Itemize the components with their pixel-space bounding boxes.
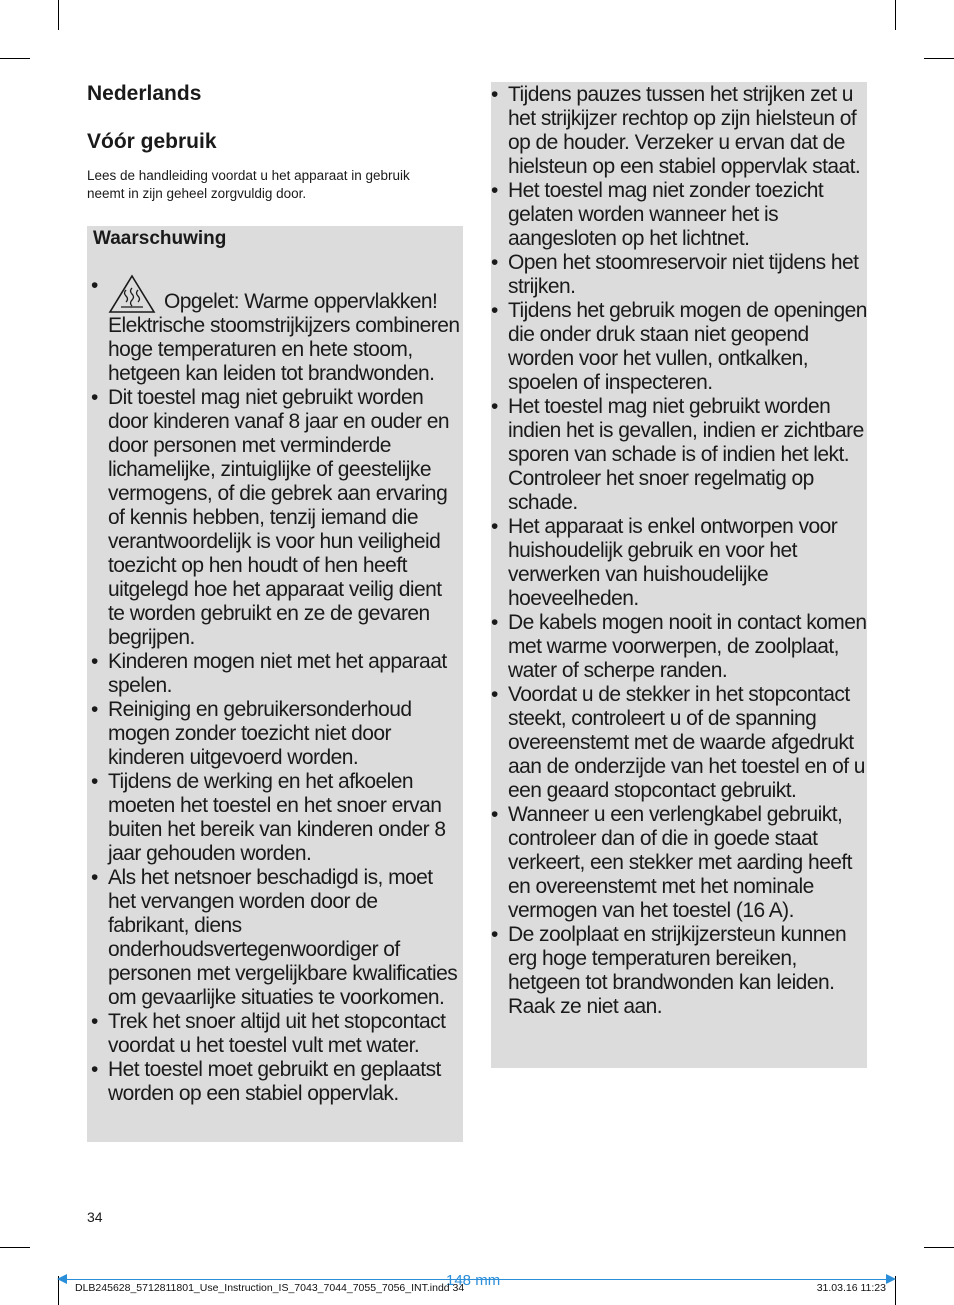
list-item: • Tijdens het gebruik mogen de openingen die onder druk staan niet geopend worden voor het vullen, ontkalken, spoelen of inspecteren. <box>491 299 867 395</box>
warning-title: Waarschuwing <box>93 228 227 249</box>
warning-list-left <box>91 274 463 1106</box>
print-timestamp: 31.03.16 11:23 <box>816 1282 886 1294</box>
crop-mark <box>58 0 59 30</box>
list-item: • Dit toestel mag niet gebruikt worden door kinderen vanaf 8 jaar en ouder en door personen met verminderde lichamelijke, zintuiglijke of geestelijke vermogens, of die gebrek aan ervaring of kennis hebben, tenzij iemand die verantwoordelijk is voor hun veiligheid toezicht op hen houdt of hen heeft uitgelegd hoe het apparaat veilig dient te worden gebruikt en ze de gevaren begrijpen. <box>91 386 463 650</box>
crop-mark <box>895 0 896 30</box>
list-item: • Tijdens de werking en het afkoelen moeten het toestel en het snoer ervan buiten het bereik van kinderen onder 8 jaar gehouden worden. <box>91 770 463 866</box>
hot-surface-warning-icon <box>108 274 156 314</box>
intro-paragraph: Lees de handleiding voordat u het apparaat in gebruik neemt in zijn geheel zorgvuldig door. <box>87 168 410 201</box>
list-item: • Het toestel mag niet gebruikt worden indien het is gevallen, indien er zichtbare sporen van schade is of indien het lekt. Controleer het snoer regelmatig op schade. <box>491 395 867 515</box>
file-slug: DLB245628_5712811801_Use_Instruction_IS_7043_7044_7055_7056_INT.indd 34 <box>75 1282 465 1294</box>
list-item: • Het toestel moet gebruikt en geplaatst worden op een stabiel oppervlak. <box>91 1058 463 1106</box>
language-heading: Nederlands <box>87 82 202 105</box>
crop-mark <box>924 58 954 59</box>
list-item: • Reiniging en gebruikersonderhoud mogen zonder toezicht niet door kinderen uitgevoerd worden. <box>91 698 463 770</box>
list-item: • Open het stoomreservoir niet tijdens het strijken. <box>491 251 867 299</box>
page-number: 34 <box>87 1209 103 1225</box>
list-item: • Tijdens pauzes tussen het strijken zet u het strijkijzer rechtop op zijn hielsteun of op de houder. Verzeker u ervan dat de hielsteun op een stabiel oppervlak staat. <box>491 83 867 179</box>
warning-list-right <box>491 83 867 1019</box>
list-item: • De kabels mogen nooit in contact komen met warme voorwerpen, de zoolplaat, water of scherpe randen. <box>491 611 867 683</box>
list-item: • Trek het snoer altijd uit het stopcontact voordat u het toestel vult met water. <box>91 1010 463 1058</box>
arrow-left-icon <box>57 1274 67 1284</box>
crop-mark <box>0 58 30 59</box>
trim-width-label: 148 mm <box>446 1272 501 1289</box>
warning-box-left <box>87 226 463 1142</box>
list-item-text: Opgelet: Warme oppervlakken! Elektrische stoomstrijkijzers combineren hoge temperaturen en hete stoom, hetgeen kan leiden tot brandwonden. <box>108 290 460 385</box>
arrow-right-icon <box>886 1274 896 1284</box>
section-heading: Vóór gebruik <box>87 130 217 153</box>
warning-box-right <box>491 82 867 1068</box>
list-item: • Het toestel mag niet zonder toezicht gelaten worden wanneer het is aangesloten op het lichtnet. <box>491 179 867 251</box>
list-item: • Wanneer u een verlengkabel gebruikt, controleer dan of die in goede staat verkeert, een stekker met aarding heeft en overeenstemt met het nominale vermogen van het toestel (16 A). <box>491 803 867 923</box>
list-item: • De zoolplaat en strijkijzersteun kunnen erg hoge temperaturen bereiken, hetgeen tot brandwonden kan leiden. Raak ze niet aan. <box>491 923 867 1019</box>
list-item: • Het apparaat is enkel ontworpen voor huishoudelijk gebruik en voor het verwerken van huishoudelijke hoeveelheden. <box>491 515 867 611</box>
list-item: • Als het netsnoer beschadigd is, moet het vervangen worden door de fabrikant, diens onderhoudsvertegenwoordiger of personen met vergelijkbare kwalificaties om gevaarlijke situaties te voorkomen. <box>91 866 463 1010</box>
crop-mark <box>924 1247 954 1248</box>
list-item: • Kinderen mogen niet met het apparaat spelen. <box>91 650 463 698</box>
list-item: • Voordat u de stekker in het stopcontact steekt, controleert u of de spanning overeenstemt met de waarde afgedrukt aan de onderzijde van het toestel en of u een geaard stopcontact gebruikt. <box>491 683 867 803</box>
crop-mark <box>0 1247 30 1248</box>
list-item <box>91 274 463 386</box>
